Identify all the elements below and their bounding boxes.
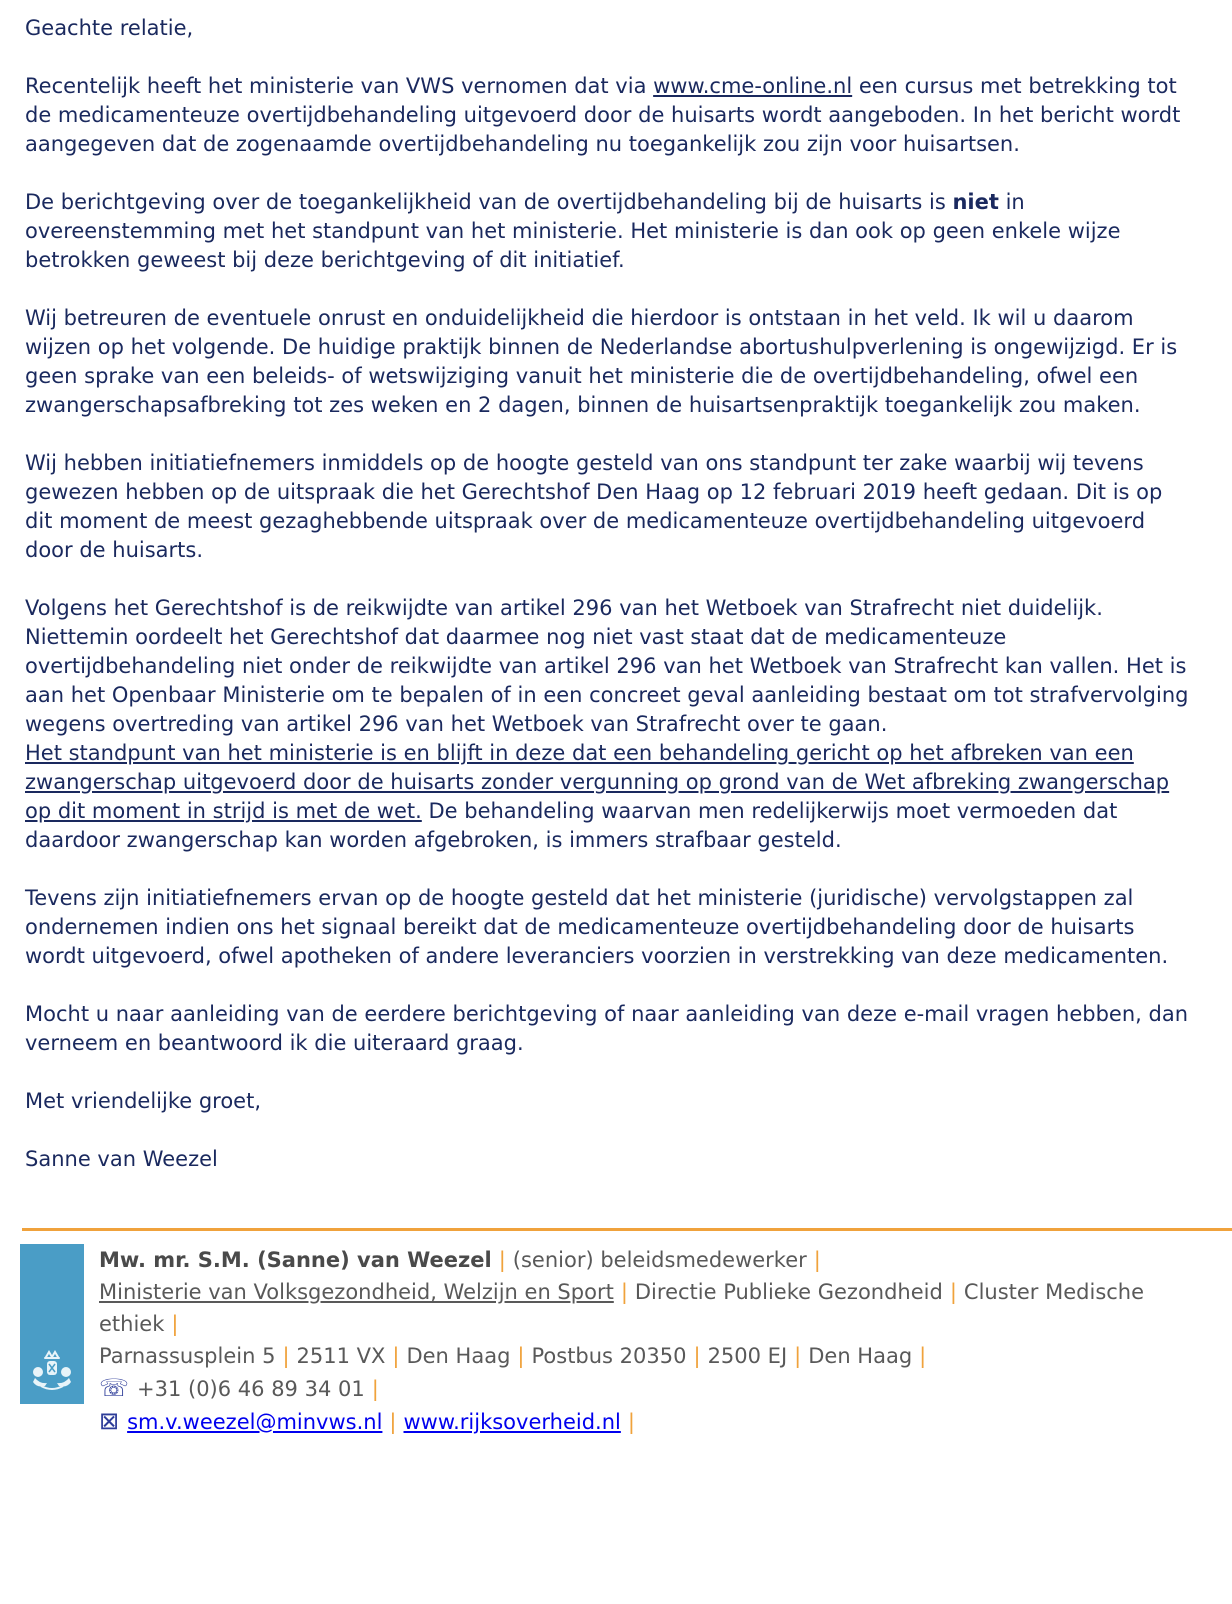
separator: | [371, 1377, 379, 1401]
signature-block [0, 1231, 1232, 1438]
email-link[interactable]: sm.v.weezel@minvws.nl [127, 1410, 383, 1434]
ministry-link[interactable]: Ministerie van Volksgezondheid, Welzijn en Sport [99, 1280, 614, 1304]
separator: | [813, 1248, 821, 1272]
text-segment: Recentelijk heeft het ministerie van VWS vernomen dat via [25, 74, 654, 98]
text-segment: Wij hebben initiatiefnemers inmiddels op de hoogte gesteld van ons standpunt ter zake waarbij wij tevens gewezen hebben op de uitspraak die het Gerechtshof Den Haag op 12 februari 2019 heeft gedaan. Dit is op dit moment de meest gezaghebbende uitspraak over de medicamenteuze overtijdbehandeling uitgevoerd door de huisarts. [25, 451, 1163, 562]
signature-line [99, 1372, 1159, 1405]
text-segment: Mocht u naar aanleiding van de eerdere berichtgeving of naar aanleiding van deze e-mail vragen hebben, dan verneem en beantwoord ik die uiteraard graag. [25, 1002, 1188, 1055]
signature-text: Den Haag [808, 1344, 913, 1368]
signature-text: Den Haag [406, 1344, 511, 1368]
paragraph [25, 1145, 1194, 1174]
signature-text: Cluster Medische ethiek [99, 1280, 1145, 1336]
signature-text: Parnassusplein 5 [99, 1344, 276, 1368]
text-segment: niet [952, 190, 999, 214]
signature-text: 2500 EJ [707, 1344, 788, 1368]
paragraph [25, 72, 1194, 159]
separator: | [498, 1248, 506, 1272]
paragraph [25, 188, 1194, 275]
separator: | [282, 1344, 290, 1368]
signature-text: +31 (0)6 46 89 34 01 [137, 1377, 365, 1401]
mail-icon: ⊠ [99, 1407, 120, 1435]
signature-line [99, 1405, 1159, 1438]
text-segment: Sanne van Weezel [25, 1147, 218, 1171]
separator: | [919, 1344, 927, 1368]
separator: | [392, 1344, 400, 1368]
text-segment: Volgens het Gerechtshof is de reikwijdte van artikel 296 van het Wetboek van Strafrecht niet duidelijk. Niettemin oordeelt het Gerechtshof dat daarmee nog niet vast staat dat de medicamenteuze overtijdbehandeling niet onder de reikwijdte van artikel 296 van het Wetboek van Strafrecht kan vallen. Het is aan het Openbaar Ministerie om te bepalen of in een concreet geval aanleiding bestaat om tot strafvervolging wegens overtreding van artikel 296 van het Wetboek van Strafrecht over te gaan. [25, 596, 1189, 736]
paragraph [25, 1000, 1194, 1058]
separator: | [949, 1280, 957, 1304]
separator: | [794, 1344, 802, 1368]
website-link[interactable]: www.rijksoverheid.nl [403, 1410, 621, 1434]
text-segment: een cursus met betrekking tot de medicamenteuze overtijdbehandeling uitgevoerd door de huisarts wordt aangeboden. In het bericht wordt aangegeven dat de zogenaamde overtijdbehandeling nu toegankelijk zou zijn voor huisartsen. [25, 74, 1181, 156]
separator: | [620, 1280, 628, 1304]
rijksoverheid-logo [20, 1244, 84, 1404]
paragraph [25, 14, 1194, 43]
text-segment: Met vriendelijke groet, [25, 1089, 262, 1113]
separator: | [693, 1344, 701, 1368]
rijksoverheid-emblem-icon [29, 1348, 75, 1392]
separator: | [389, 1410, 397, 1434]
text-segment: Tevens zijn initiatiefnemers ervan op de hoogte gesteld dat het ministerie (juridische) vervolgstappen zal ondernemen indien ons het signaal bereikt dat de medicamenteuze overtijdbehandeling door de huisarts wordt uitgevoerd, ofwel apotheken of andere leveranciers voorzien in verstrekking van deze medicamenten. [25, 886, 1169, 968]
signature-text: Postbus 20350 [531, 1344, 687, 1368]
signature-text: Directie Publieke Gezondheid [634, 1280, 943, 1304]
separator: | [627, 1410, 635, 1434]
signature-name: Mw. mr. S.M. (Sanne) van Weezel [99, 1248, 492, 1272]
signature-text: (senior) beleidsmedewerker [512, 1248, 807, 1272]
separator: | [171, 1312, 179, 1336]
signature-line [99, 1340, 1159, 1372]
paragraph [25, 304, 1194, 420]
separator: | [517, 1344, 525, 1368]
text-segment: De berichtgeving over de toegankelijkheid van de overtijdbehandeling bij de huisarts is [25, 190, 953, 214]
paragraph [25, 449, 1194, 565]
text-segment: Geachte relatie, [25, 16, 194, 40]
paragraph [25, 1087, 1194, 1116]
cme-online-link[interactable]: www.cme-online.nl [653, 74, 853, 98]
text-segment: in overeenstemming met het standpunt van het ministerie. Het ministerie is dan ook op geen enkele wijze betrokken geweest bij deze berichtgeving of dit initiatief. [25, 190, 1121, 272]
text-segment: Wij betreuren de eventuele onrust en onduidelijkheid die hierdoor is ontstaan in het veld. Ik wil u daarom wijzen op het volgende. De huidige praktijk binnen de Nederlandse abortushulpverlening is ongewijzigd. Er is geen sprake van een beleids- of wetswijziging vanuit het ministerie die de overtijdbehandeling, ofwel een zwangerschapsafbreking tot zes weken en 2 dagen, binnen de huisartsenpraktijk toegankelijk zou maken. [25, 306, 1178, 417]
signature-lines [99, 1244, 1159, 1438]
text-segment: De behandeling waarvan men redelijkerwijs moet vermoeden dat daardoor zwangerschap kan worden afgebroken, is immers strafbaar gesteld. [25, 799, 1118, 852]
signature-line [99, 1244, 1159, 1276]
signature-text: 2511 VX [296, 1344, 386, 1368]
signature-line [99, 1276, 1159, 1340]
text-segment: Het standpunt van het ministerie is en blijft in deze dat een behandeling gericht op het afbreken van een zwangerschap uitgevoerd door de huisarts zonder vergunning op grond van de Wet afbreking zwangerschap op dit moment in strijd is met de wet. [25, 741, 1170, 823]
paragraph [25, 884, 1194, 971]
phone-icon: ☏ [99, 1374, 130, 1402]
paragraph [25, 594, 1194, 855]
